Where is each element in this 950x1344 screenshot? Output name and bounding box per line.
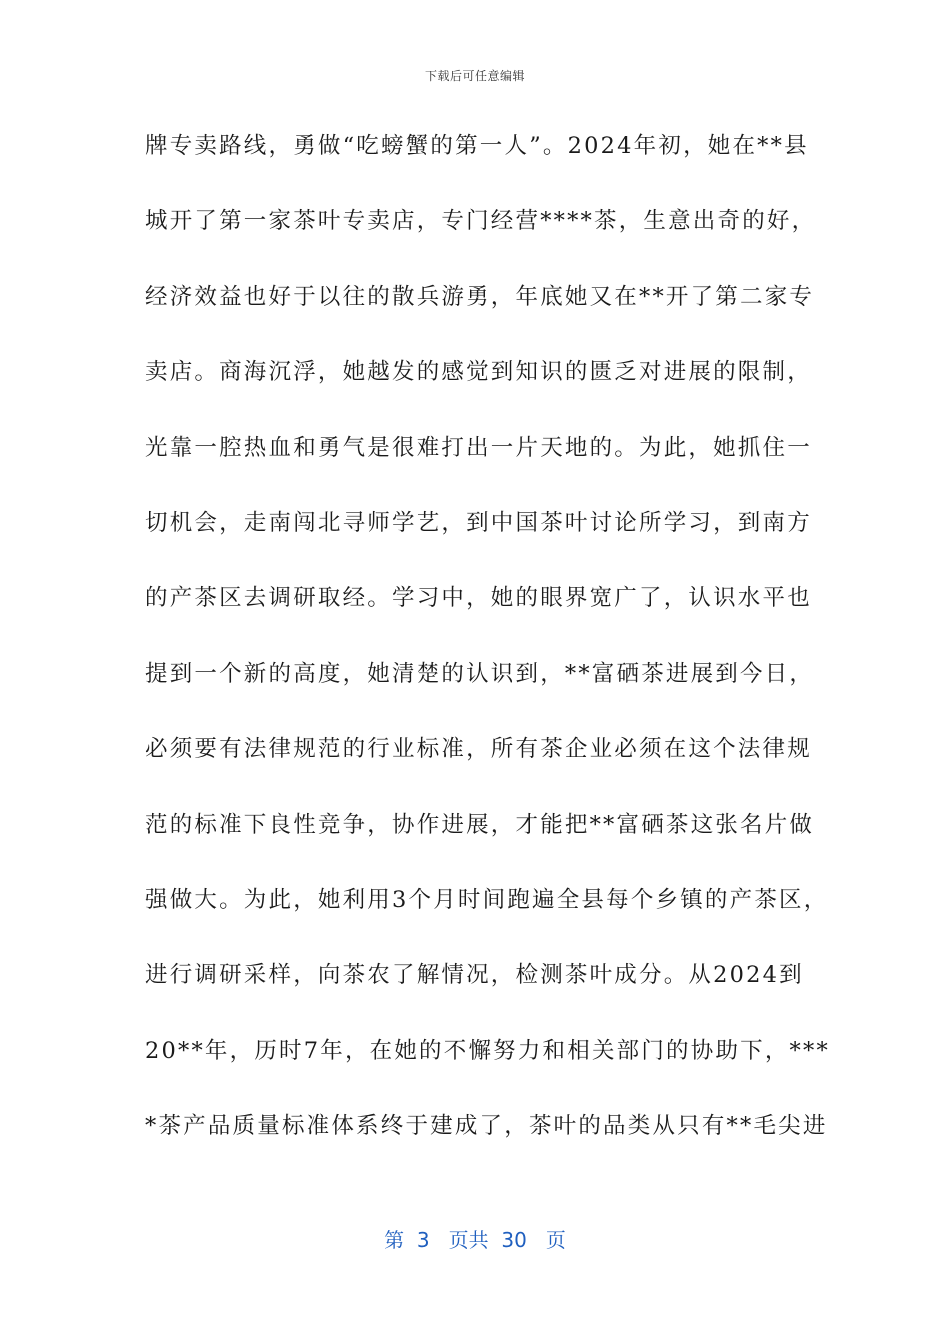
text-line: 范的标准下良性竞争，协作进展，才能把**富硒茶这张名片做 xyxy=(145,811,815,838)
text-line: *茶产品质量标准体系终于建成了，茶叶的品类从只有**毛尖进 xyxy=(145,1113,828,1140)
text-line: 城开了第一家茶叶专卖店，专门经营****茶，生意出奇的好， xyxy=(145,208,817,235)
text-line: 光靠一腔热血和勇气是很难打出一片天地的。为此，她抓住一 xyxy=(145,434,812,461)
document-body xyxy=(145,124,830,1179)
text-line: 卖店。商海沉浮，她越发的感觉到知识的匮乏对进展的限制， xyxy=(145,359,812,386)
text-line: 的产茶区去调研取经。学习中，她的眼界宽广了，认识水平也 xyxy=(145,585,812,612)
text-line: 经济效益也好于以往的散兵游勇，年底她又在**开了第二家专 xyxy=(145,283,815,310)
text-line: 20**年，历时7年，在她的不懈努力和相关部门的协助下，*** xyxy=(145,1037,830,1064)
text-line: 切机会，走南闯北寻师学艺，到中国茶叶讨论所学习，到南方 xyxy=(145,509,812,536)
page-number: 第 3 页共 30 页 xyxy=(384,1228,566,1252)
text-line: 进行调研采样，向茶农了解情况，检测茶叶成分。从2024到 xyxy=(145,962,804,989)
text-line: 必须要有法律规范的行业标准，所有茶企业必须在这个法律规 xyxy=(145,736,812,763)
text-line: 牌专卖路线，勇做“吃螃蟹的第一人”。2024年初，她在**县 xyxy=(145,133,809,159)
text-line: 强做大。为此，她利用3个月时间跑遍全县每个乡镇的产茶区， xyxy=(145,886,829,913)
text-line: 提到一个新的高度，她清楚的认识到，**富硒茶进展到今日， xyxy=(145,660,815,687)
page-header: 下载后可任意编辑 xyxy=(424,69,525,83)
